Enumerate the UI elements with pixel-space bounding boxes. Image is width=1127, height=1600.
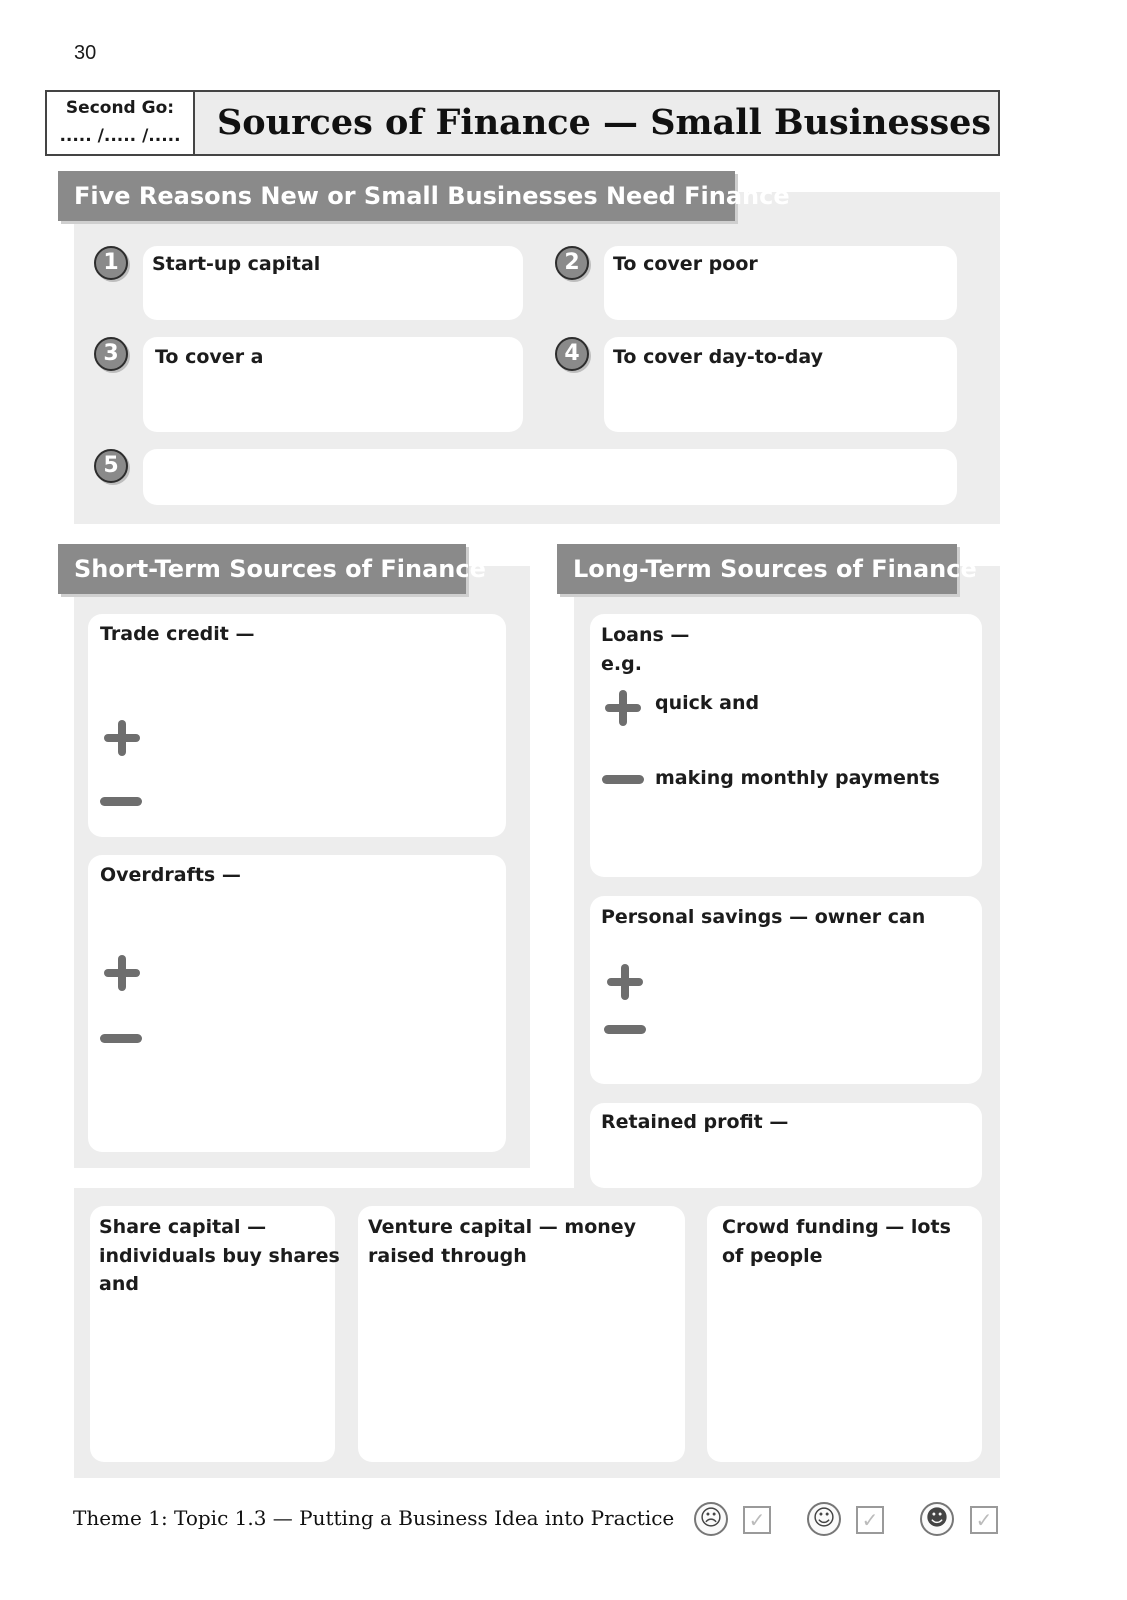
reason-number-2: 2	[555, 246, 589, 280]
checkbox-happy[interactable]: ✓	[970, 1506, 998, 1534]
loans-card[interactable]	[590, 614, 982, 877]
second-go-box	[47, 92, 195, 154]
page-header	[45, 90, 1000, 156]
reason-card-2[interactable]	[604, 246, 957, 320]
minus-icon	[100, 797, 142, 806]
loans-plus-text: quick and	[655, 692, 760, 714]
neutral-face-icon[interactable]: ☺	[807, 1502, 841, 1536]
reason-text-1: Start-up capital	[152, 253, 321, 275]
reason-number-3: 3	[94, 337, 128, 371]
share-capital-card[interactable]	[90, 1206, 340, 1462]
plus-icon	[104, 720, 140, 756]
loans-eg: e.g.	[601, 653, 642, 675]
reason-number-4: 4	[555, 337, 589, 371]
page-title: Sources of Finance — Small Businesses	[217, 102, 992, 143]
venture-capital-line-1: Venture capital — money	[368, 1216, 637, 1238]
long-term-heading: Long-Term Sources of Finance	[557, 544, 957, 594]
personal-savings-label: Personal savings — owner can	[601, 906, 926, 928]
footer-topic: Theme 1: Topic 1.3 — Putting a Business Idea into Practice	[73, 1506, 675, 1530]
reason-number-5: 5	[94, 449, 128, 483]
happy-face-icon[interactable]: ☻	[920, 1502, 954, 1536]
second-go-label: Second Go:	[65, 98, 175, 118]
page-number: 30	[74, 42, 97, 64]
minus-icon	[100, 1034, 142, 1043]
retained-profit-card[interactable]	[590, 1103, 982, 1188]
venture-capital-card[interactable]	[358, 1206, 685, 1462]
loans-label: Loans —	[601, 624, 690, 646]
trade-credit-label: Trade credit —	[100, 623, 255, 645]
reasons-heading: Five Reasons New or Small Businesses Need Finance	[58, 171, 735, 221]
venture-capital-line-2: raised through	[368, 1245, 527, 1267]
share-capital-line-1: Share capital —	[99, 1216, 267, 1238]
reason-card-3[interactable]	[143, 337, 523, 432]
reason-card-1[interactable]	[143, 246, 523, 320]
minus-icon	[604, 1025, 646, 1034]
trade-credit-card[interactable]	[88, 614, 506, 837]
loans-minus-text: making monthly payments	[655, 767, 940, 789]
reason-card-5[interactable]	[143, 449, 957, 505]
retained-profit-label: Retained profit —	[601, 1111, 789, 1133]
personal-savings-card[interactable]	[590, 896, 982, 1084]
reason-card-4[interactable]	[604, 337, 957, 432]
plus-icon	[607, 964, 643, 1000]
overdrafts-label: Overdrafts —	[100, 864, 241, 886]
minus-icon	[602, 775, 644, 784]
reason-text-4: To cover day-to-day	[613, 346, 824, 368]
checkbox-neutral[interactable]: ✓	[856, 1506, 884, 1534]
crowd-funding-line-2: of people	[722, 1245, 823, 1267]
crowd-funding-card[interactable]	[707, 1206, 982, 1462]
reason-number-1: 1	[94, 246, 128, 280]
plus-icon	[104, 955, 140, 991]
date-field[interactable]: ..... /..... /.....	[59, 126, 181, 146]
share-capital-line-2: individuals buy shares	[99, 1245, 340, 1267]
overdrafts-card[interactable]	[88, 855, 506, 1152]
checkbox-sad[interactable]: ✓	[743, 1506, 771, 1534]
share-capital-line-3: and	[99, 1273, 139, 1295]
plus-icon	[605, 690, 641, 726]
short-term-heading: Short-Term Sources of Finance	[58, 544, 466, 594]
sad-face-icon[interactable]: ☹	[694, 1502, 728, 1536]
reason-text-2: To cover poor	[613, 253, 758, 275]
crowd-funding-line-1: Crowd funding — lots	[722, 1216, 951, 1238]
reason-text-3: To cover a	[155, 346, 264, 368]
